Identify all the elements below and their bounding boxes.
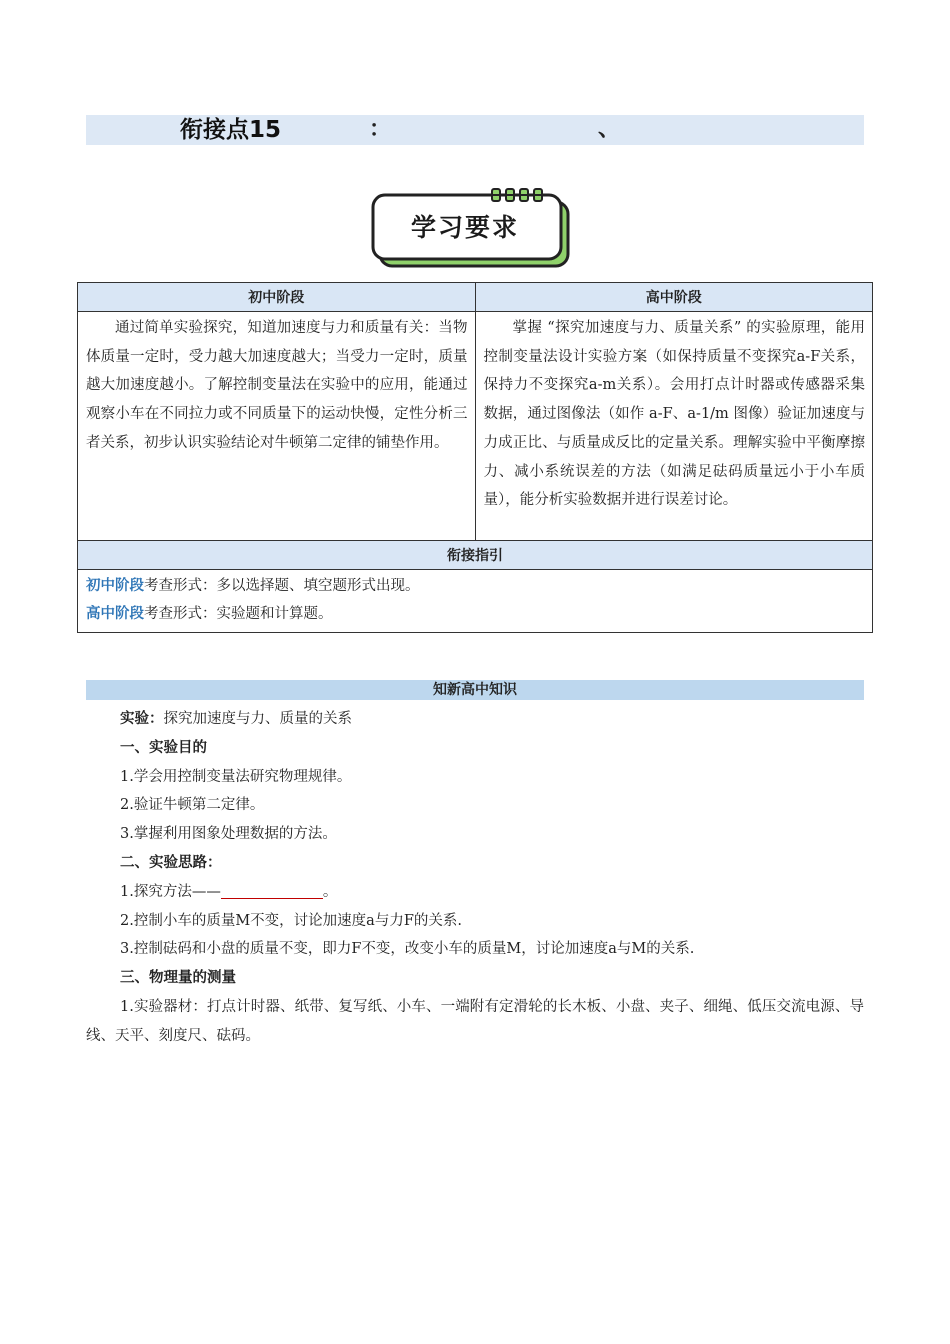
- learning-requirements-badge: [370, 188, 580, 270]
- experiment-title: 探究加速度与力、质量的关系: [163, 711, 352, 727]
- senior-column-header: 高中阶段: [475, 283, 873, 312]
- section-1-title: 一、实验目的: [120, 739, 207, 756]
- section-2-item-2: 2.控制小车的质量M不变，讨论加速度a与力F的关系.: [120, 912, 462, 929]
- section-1-item: 2.验证牛顿第二定律。: [120, 797, 265, 814]
- section-3-item-1: 1.实验器材：打点计时器、纸带、复写纸、小车、一端附有定滑轮的长木板、小盘、夹子、细绳、低压交流电源、导线、天平、刻度尺、砝码。: [86, 998, 864, 1044]
- title-bar: [86, 115, 864, 145]
- method-suffix: 。: [322, 883, 338, 900]
- title-comma: 、: [598, 117, 621, 142]
- knowledge-header: 知新高中知识: [86, 680, 864, 700]
- knowledge-content: [86, 705, 864, 1051]
- guide-junior-stage: 初中阶段: [86, 578, 144, 594]
- method-prefix: 1.探究方法——: [120, 883, 221, 900]
- requirements-table: [77, 282, 873, 633]
- section-1-item: 1.学会用控制变量法研究物理规律。: [120, 768, 352, 785]
- junior-column-header: 初中阶段: [78, 283, 476, 312]
- guide-senior-stage: 高中阶段: [86, 606, 144, 622]
- section-3-title: 三、物理量的测量: [120, 970, 236, 987]
- experiment-line: [86, 705, 864, 734]
- guide-junior-row: [78, 572, 872, 600]
- section-2-item-3: 3.控制砝码和小盘的质量不变，即力F不变，改变小车的质量M，讨论加速度a与M的关系.: [120, 941, 695, 958]
- guide-content: [78, 570, 873, 633]
- badge-label: 学习要求: [410, 213, 519, 242]
- experiment-label: 实验：: [120, 711, 164, 727]
- section-1-item: 3.掌握利用图象处理数据的方法。: [120, 826, 337, 843]
- guide-header: 衔接指引: [78, 541, 873, 570]
- page-title: 衔接点15: [180, 117, 282, 143]
- section-2-title: 二、实验思路：: [120, 854, 222, 871]
- guide-senior-row: [78, 600, 872, 628]
- guide-junior-text: 考查形式：多以选择题、填空题形式出现。: [144, 578, 420, 594]
- junior-requirement-text: 通过简单实验探究，知道加速度与力和质量有关：当物体质量一定时，受力越大加速度越大；当受力一定时，质量越大加速度越小。了解控制变量法在实验中的应用，能通过观察小车在不同拉力或不同质量下的运动快慢，定性分析三者关系，初步认识实验结论对牛顿第二定律的铺垫作用。: [78, 312, 476, 541]
- method-blank[interactable]: [221, 880, 323, 899]
- senior-requirement-text: 掌握 “探究加速度与力、质量关系” 的实验原理，能用控制变量法设计实验方案（如保持质量不变探究a-F关系，保持力不变探究a-m关系）。会用打点计时器或传感器采集数据，通过图像法（如作 a-F、a-1/m 图像）验证加速度与力成正比、与质量成反比的定量关系。理解实验中平衡摩擦力、减小系统误差的方法（如满足砝码质量远小于小车质量），能分析实验数据并进行误差讨论。: [475, 312, 873, 541]
- title-colon: ：: [369, 117, 392, 142]
- section-2-item-1: [86, 878, 864, 907]
- guide-senior-text: 考查形式：实验题和计算题。: [144, 606, 333, 622]
